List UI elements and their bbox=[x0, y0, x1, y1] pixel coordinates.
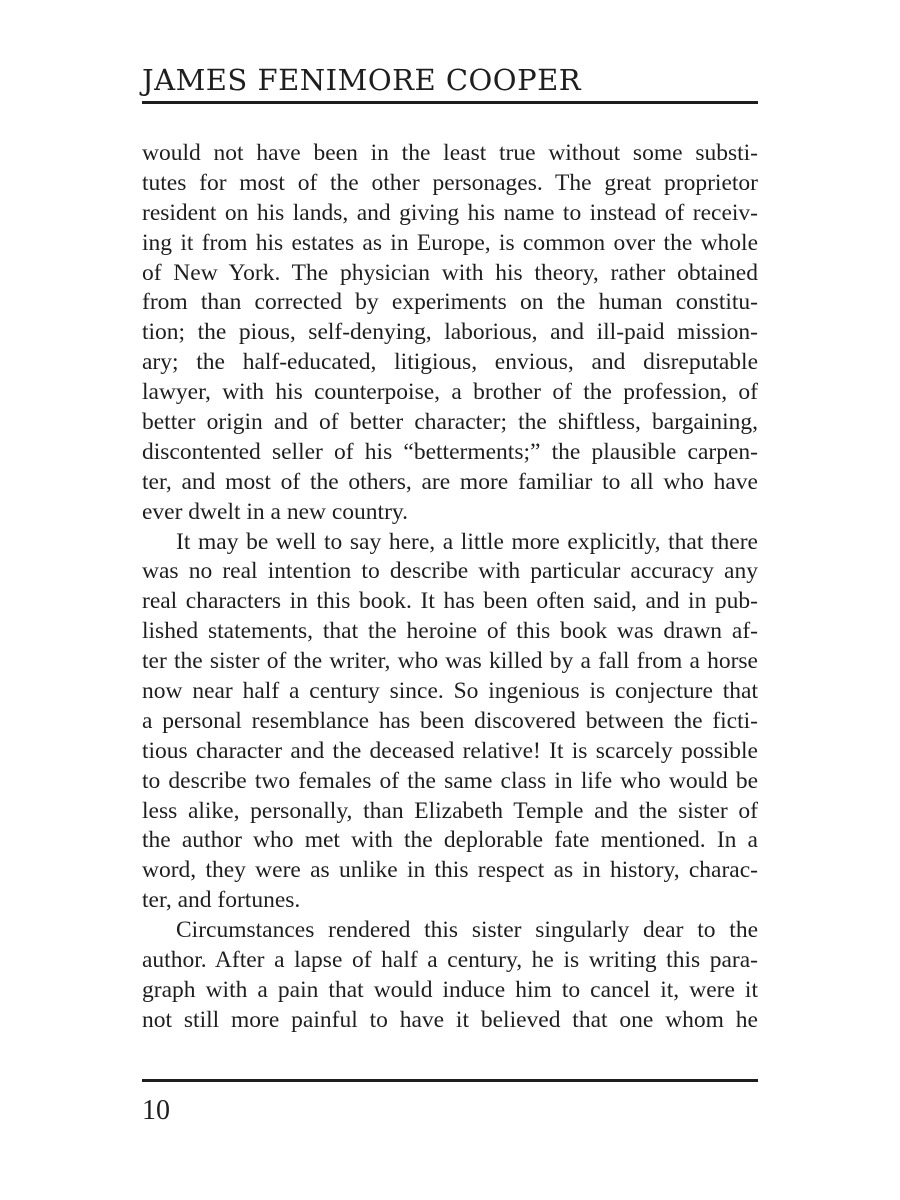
text-line: a personal resemblance has been discovered between the ficti- bbox=[142, 707, 758, 734]
text-line: less alike, personally, than Elizabeth Temple and the sister of bbox=[142, 797, 758, 824]
text-line: word, they were as unlike in this respect as in history, charac- bbox=[142, 857, 758, 884]
text-line: ter the sister of the writer, who was killed by a fall from a horse bbox=[142, 648, 758, 675]
text-line: to describe two females of the same class in life who would be bbox=[142, 767, 758, 794]
text-line: resident on his lands, and giving his name to instead of receiv- bbox=[142, 199, 758, 226]
text-line: lawyer, with his counterpoise, a brother of the profession, of bbox=[142, 379, 758, 406]
running-head: JAMES FENIMORE COOPER bbox=[142, 63, 582, 97]
text-line: ing it from his estates as in Europe, is common over the whole bbox=[142, 229, 758, 256]
text-line: real characters in this book. It has been often said, and in pub- bbox=[142, 588, 758, 615]
text-line: It may be well to say here, a little more explicitly, that there bbox=[176, 528, 758, 555]
text-line: from than corrected by experiments on the human constitu- bbox=[142, 289, 758, 316]
text-line: would not have been in the least true without some substi- bbox=[142, 140, 758, 166]
text-line: discontented seller of his “betterments;” the plausible carpen- bbox=[142, 438, 758, 465]
paragraph-3 bbox=[142, 916, 758, 1036]
text-line: now near half a century since. So ingenious is conjecture that bbox=[142, 678, 758, 705]
text-line: tion; the pious, self-denying, laborious, and ill-paid mission- bbox=[142, 319, 758, 346]
text-line: was no real intention to describe with particular accuracy any bbox=[142, 558, 758, 585]
paragraph-2 bbox=[142, 528, 758, 917]
text-line: tutes for most of the other personages. The great proprietor bbox=[142, 169, 758, 196]
text-line: Circumstances rendered this sister singularly dear to the bbox=[176, 917, 758, 944]
text-line: of New York. The physician with his theory, rather obtained bbox=[142, 259, 758, 286]
text-line: ary; the half-educated, litigious, envious, and disreputable bbox=[142, 349, 758, 376]
text-line: ter, and fortunes. bbox=[142, 887, 301, 914]
paragraph-1 bbox=[142, 139, 758, 528]
footer-rule bbox=[142, 1079, 758, 1082]
text-line: graph with a pain that would induce him to cancel it, were it bbox=[142, 976, 758, 1003]
text-line: not still more painful to have it believed that one whom he bbox=[142, 1006, 758, 1033]
text-line: better origin and of better character; the shiftless, bargaining, bbox=[142, 409, 758, 436]
header-rule bbox=[142, 101, 758, 104]
text-line: author. After a lapse of half a century, he is writing this para- bbox=[142, 947, 758, 974]
text-line: ter, and most of the others, are more familiar to all who have bbox=[142, 468, 758, 495]
body-text bbox=[142, 139, 758, 1036]
text-line: the author who met with the deplorable fate mentioned. In a bbox=[142, 827, 758, 854]
text-line: lished statements, that the heroine of this book was drawn af- bbox=[142, 618, 758, 645]
text-line: ever dwelt in a new country. bbox=[142, 498, 409, 525]
page-number: 10 bbox=[142, 1095, 170, 1126]
text-line: tious character and the deceased relative! It is scarcely possible bbox=[142, 737, 758, 764]
